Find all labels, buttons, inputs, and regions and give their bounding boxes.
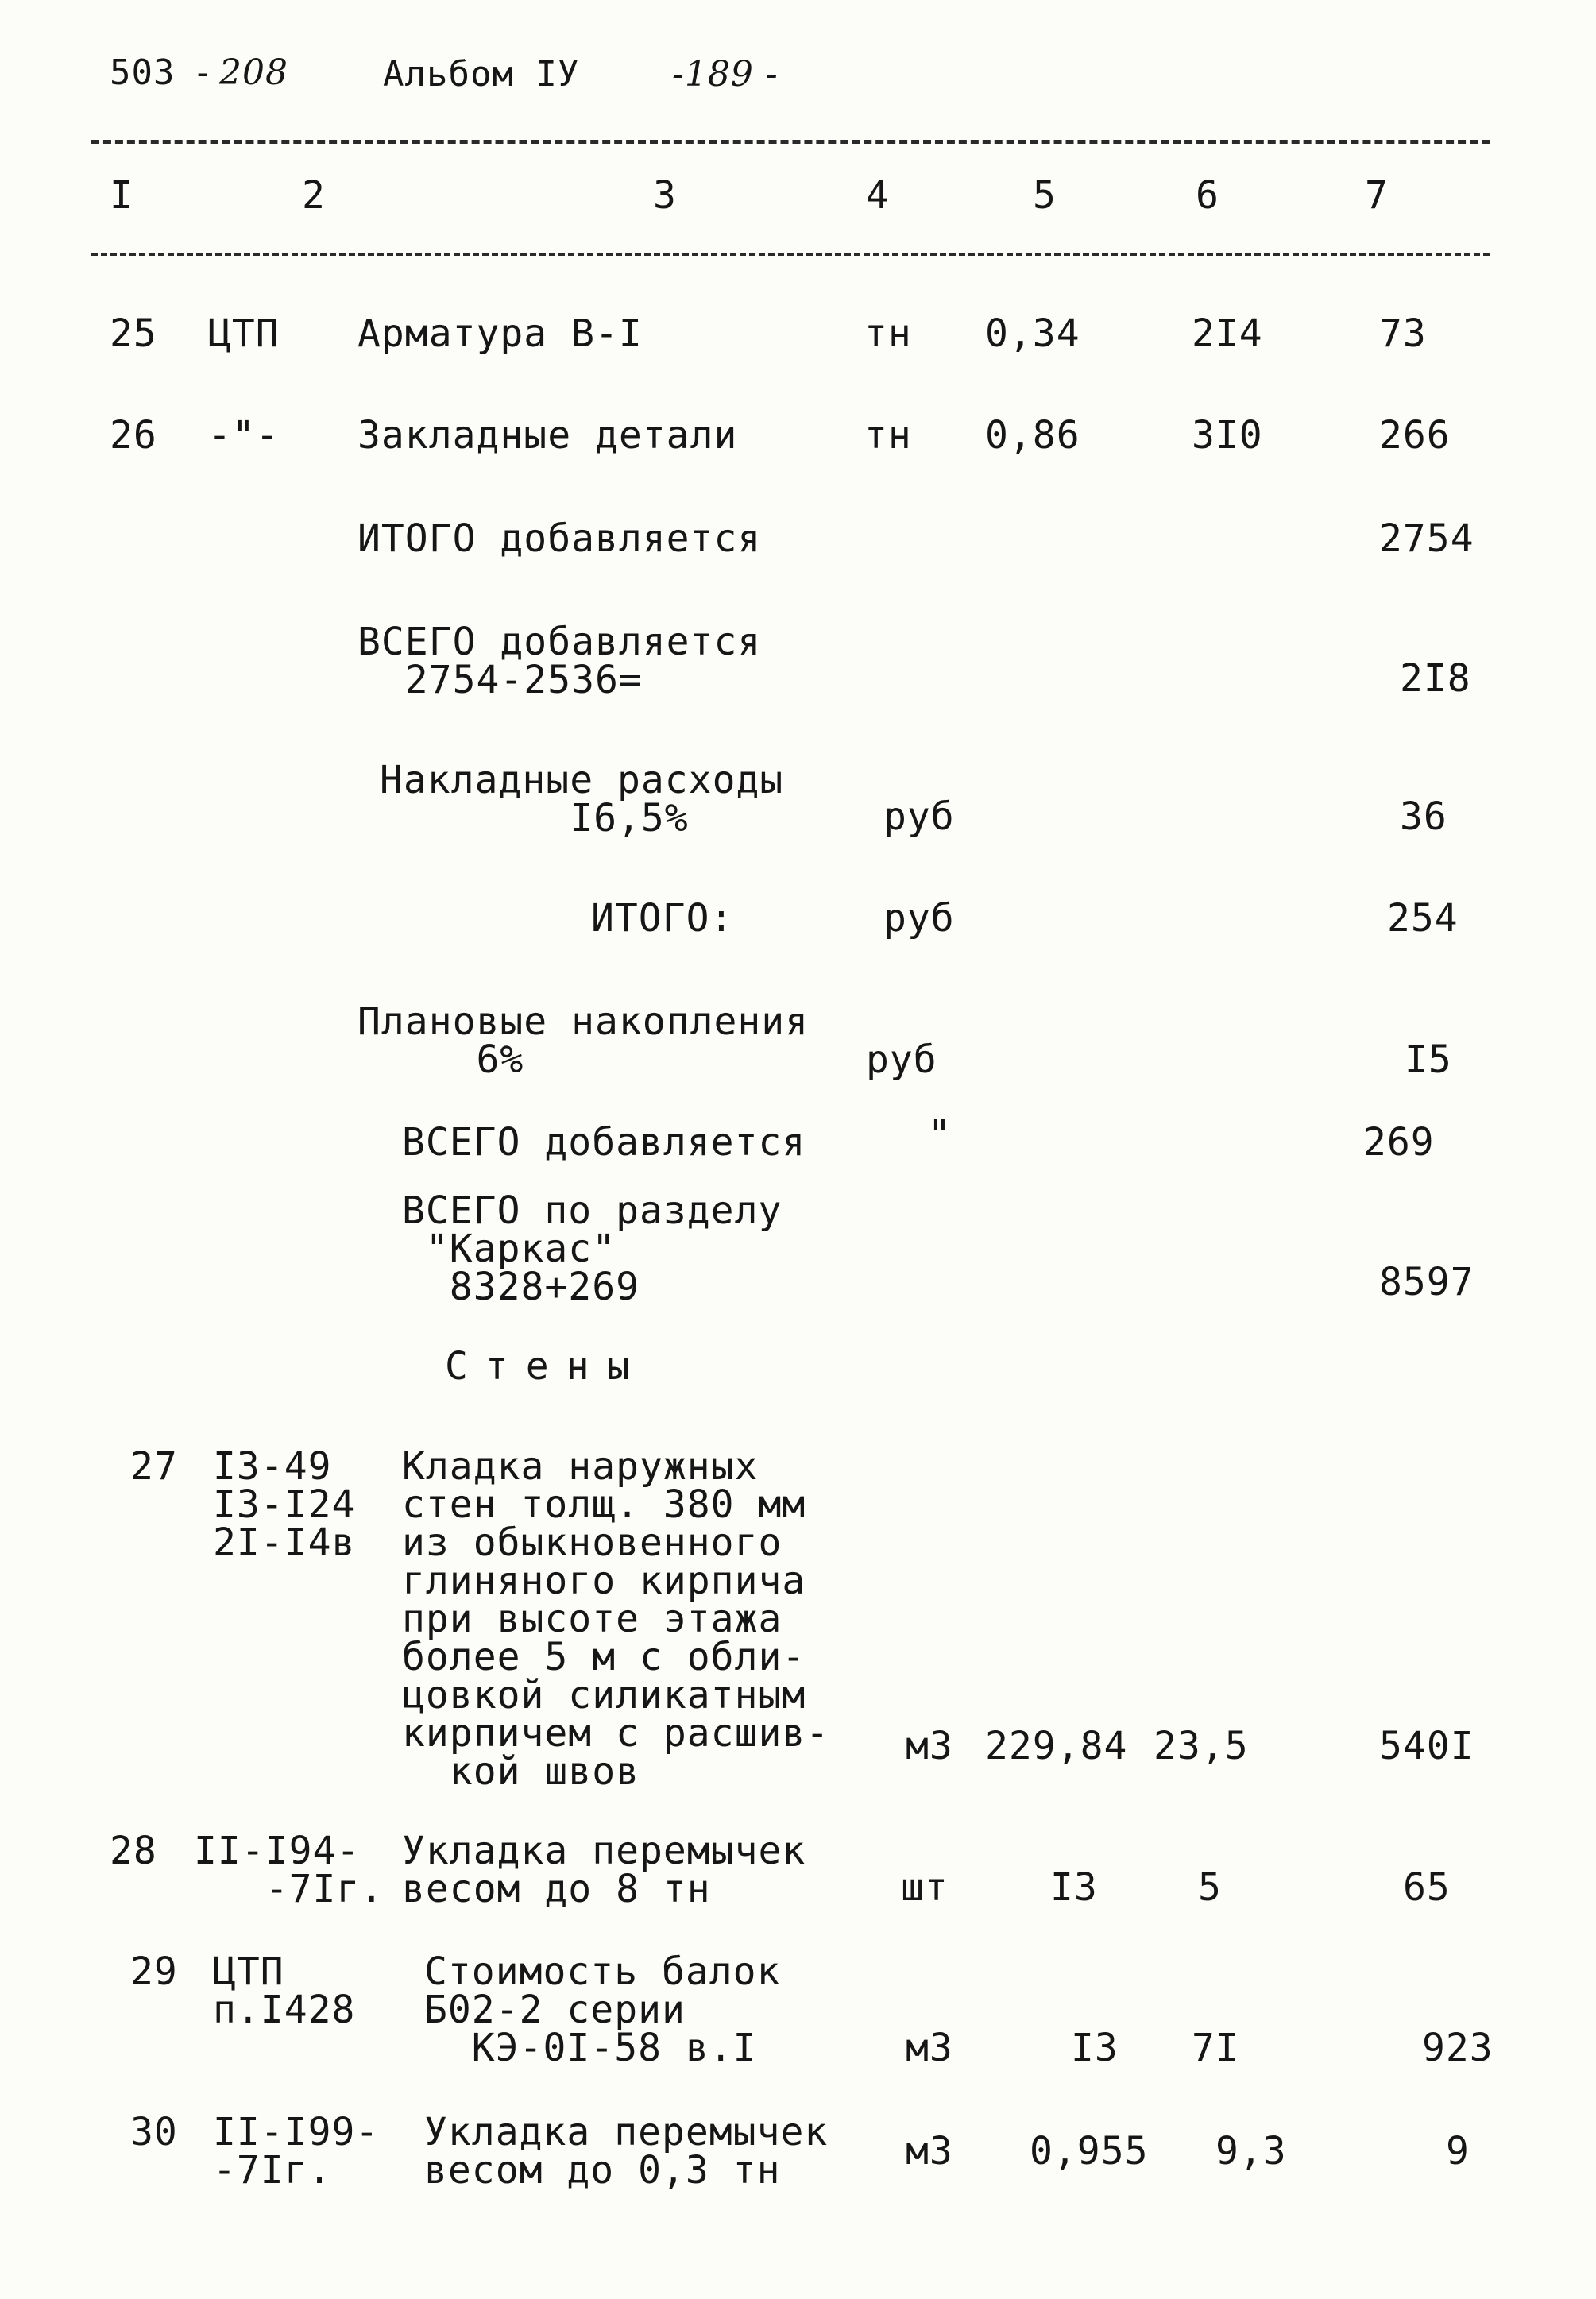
row-25-total: 73 <box>1379 311 1427 356</box>
row-30-quantity: 0,955 <box>1030 2129 1149 2173</box>
document-code-separator: - <box>192 52 214 93</box>
row-25-description: Арматура В-I <box>357 311 643 356</box>
row-28-number: 28 <box>110 1829 157 1873</box>
row-27-number: 27 <box>130 1444 178 1489</box>
column-header-5: 5 <box>1033 173 1057 218</box>
row-28-description: Укладка перемычек весом до 8 тн <box>402 1829 806 1911</box>
planned-savings-total: I5 <box>1405 1037 1452 1082</box>
column-header-4: 4 <box>866 173 890 218</box>
row-28-unit-price: 5 <box>1198 1865 1222 1910</box>
row-30-unit-price: 9,3 <box>1215 2129 1287 2173</box>
row-29-total: 923 <box>1422 2026 1494 2070</box>
row-29-unit-price: 7I <box>1192 2026 1239 2070</box>
row-29-quantity: I3 <box>1071 2026 1119 2070</box>
itogo-label: ИТОГО: <box>591 896 734 941</box>
row-29-description: Стоимость балок Б02-2 серии КЭ-0I-58 в.I <box>424 1949 781 2070</box>
row-28-unit: шт <box>901 1865 949 1910</box>
row-27-unit-price: 23,5 <box>1154 1724 1249 1768</box>
row-29-number: 29 <box>130 1949 178 1994</box>
row-28-reference: II-I94- -7Iг. <box>194 1829 385 1911</box>
vsego-added-final-label: ВСЕГО добавляется <box>402 1120 806 1165</box>
column-header-7: 7 <box>1365 173 1389 218</box>
header-bottom-rule <box>91 253 1490 256</box>
document-code-handwritten: 208 <box>219 52 288 93</box>
overhead-total: 36 <box>1400 794 1447 839</box>
row-30-unit: м3 <box>906 2129 953 2173</box>
column-header-2: 2 <box>302 173 326 218</box>
column-header-3: 3 <box>653 173 677 218</box>
row-27-description: Кладка наружных стен толщ. 380 мм из обыкновенного глиняного кирпича при высоте этажа более 5 м с обли- цовкой силикатным кирпичем с расшив- кой швов <box>402 1444 830 1794</box>
row-30-description: Укладка перемычек весом до 0,3 тн <box>424 2110 829 2193</box>
row-27-quantity: 229,84 <box>985 1724 1128 1768</box>
planned-savings-unit: руб <box>866 1037 937 1082</box>
section-heading: Стены <box>445 1344 647 1389</box>
vsego-added-final-total: 269 <box>1363 1120 1435 1165</box>
overhead-label: Накладные расходы I6,5% <box>380 758 784 840</box>
row-26-unit-price: 3I0 <box>1192 413 1263 458</box>
row-25-unit-price: 2I4 <box>1192 311 1263 356</box>
row-25-quantity: 0,34 <box>985 311 1080 356</box>
row-30-total: 9 <box>1446 2129 1470 2173</box>
column-header-1: I <box>110 173 133 218</box>
row-26-description: Закладные детали <box>357 413 738 458</box>
section-total: 8597 <box>1379 1260 1474 1304</box>
row-29-reference: ЦТП п.I428 <box>213 1949 356 2032</box>
row-26-total: 266 <box>1379 413 1451 458</box>
row-26-number: 26 <box>110 413 157 458</box>
row-25-reference: ЦТП <box>208 311 280 356</box>
row-26-quantity: 0,86 <box>985 413 1080 458</box>
vsego-added-final-unit: " <box>928 1112 952 1157</box>
row-27-unit: м3 <box>906 1724 953 1768</box>
row-25-unit: тн <box>864 311 912 356</box>
header-top-rule <box>91 140 1490 144</box>
row-28-total: 65 <box>1403 1865 1451 1910</box>
row-25-number: 25 <box>110 311 157 356</box>
itogo-added-label: ИТОГО добавляется <box>357 516 762 561</box>
overhead-unit: руб <box>883 794 955 839</box>
row-26-unit: тн <box>864 413 912 458</box>
row-30-number: 30 <box>130 2110 178 2154</box>
vsego-added-label: ВСЕГО добавляется 2754-2536= <box>357 620 762 702</box>
itogo-unit: руб <box>883 896 955 941</box>
column-header-6: 6 <box>1196 173 1219 218</box>
row-30-reference: II-I99- -7Iг. <box>213 2110 380 2193</box>
row-28-quantity: I3 <box>1050 1865 1098 1910</box>
row-27-reference: I3-49 I3-I24 2I-I4в <box>213 1444 356 1565</box>
page-number: -189 - <box>672 54 779 95</box>
itogo-added-total: 2754 <box>1379 516 1474 561</box>
row-26-reference: -"- <box>208 413 280 458</box>
planned-savings-label: Плановые накопления 6% <box>357 999 810 1082</box>
row-29-unit: м3 <box>906 2026 953 2070</box>
section-total-label: ВСЕГО по разделу "Каркас" 8328+269 <box>402 1188 783 1309</box>
document-code: 503 <box>110 52 176 93</box>
row-27-total: 540I <box>1379 1724 1474 1768</box>
itogo-total: 254 <box>1387 896 1459 941</box>
album-label: Альбом IУ <box>383 54 580 95</box>
vsego-added-total: 2I8 <box>1400 656 1471 701</box>
